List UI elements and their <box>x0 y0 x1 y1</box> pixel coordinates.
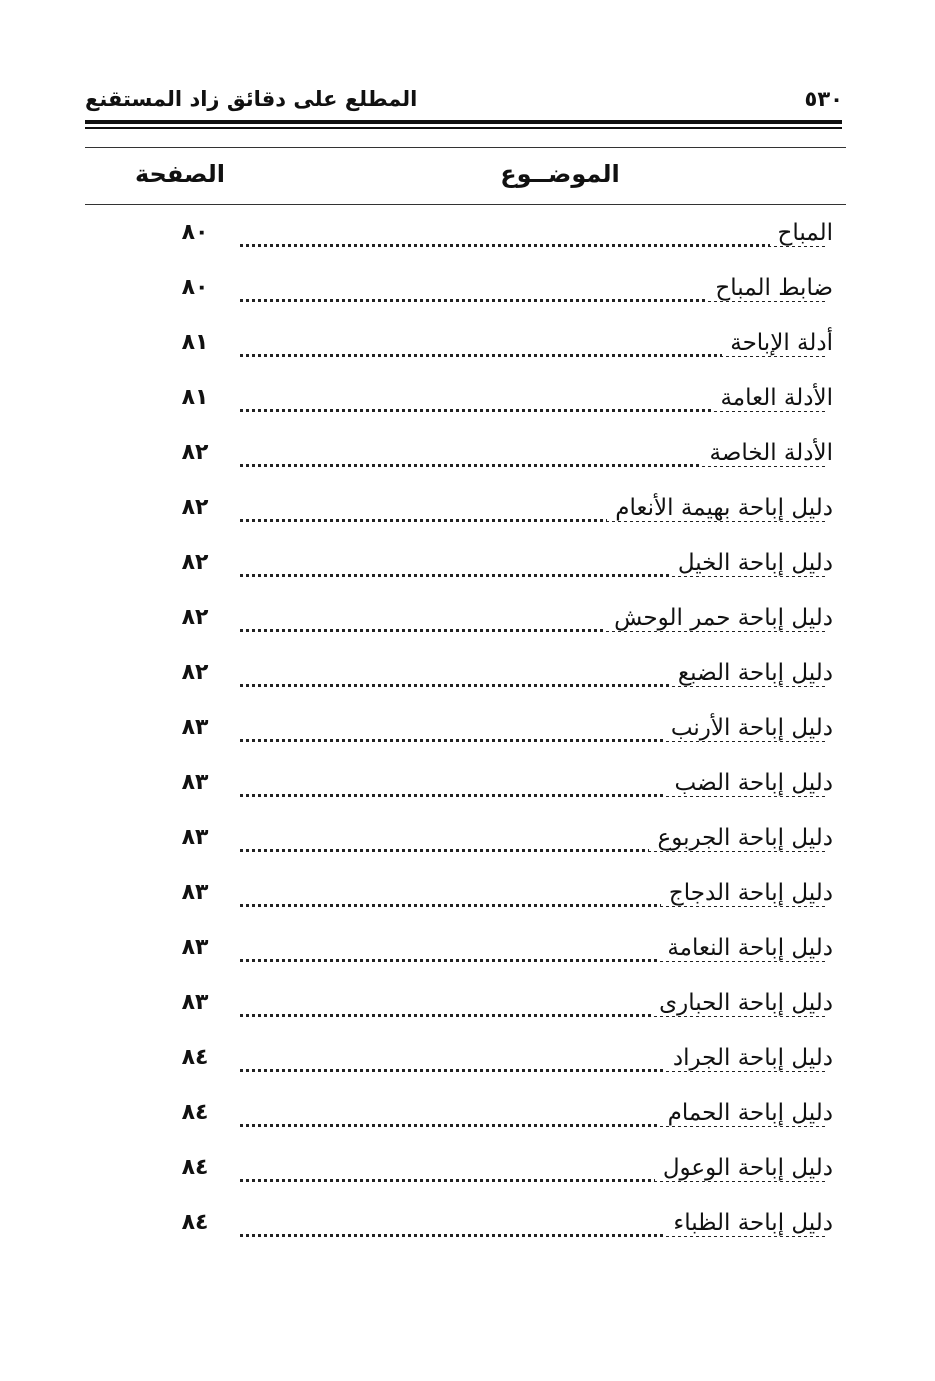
toc-entry <box>0 1200 935 1255</box>
toc-entry <box>0 815 935 870</box>
toc-entry <box>0 980 935 1035</box>
toc-entry-title: دليل إباحة الظباء <box>665 1210 833 1236</box>
toc-entry-title: دليل إباحة الجراد <box>665 1045 833 1071</box>
toc-entry-title: دليل إباحة الوعول <box>655 1155 833 1181</box>
toc-entry-page: ٨٢ <box>181 605 209 630</box>
toc-entry <box>0 1035 935 1090</box>
toc-entry <box>0 1090 935 1145</box>
toc-entry-title: دليل إباحة النعامة <box>659 935 833 961</box>
toc-entry <box>0 210 935 265</box>
toc-entry-page: ٨٣ <box>181 715 209 740</box>
toc-entry <box>0 430 935 485</box>
column-header-bottom-rule <box>85 204 846 205</box>
toc-entry <box>0 375 935 430</box>
toc-entry-page: ٨٤ <box>181 1045 209 1070</box>
book-title: المطلع على دقائق زاد المستقنع <box>85 87 418 111</box>
toc-entry-page: ٨٣ <box>181 880 209 905</box>
toc-entry <box>0 595 935 650</box>
toc-entry-title: دليل إباحة الضبع <box>670 660 833 686</box>
toc-entry-title: المباح <box>770 220 834 246</box>
toc-entry-page: ٨١ <box>181 330 209 355</box>
toc-entry <box>0 705 935 760</box>
header-rule-thin <box>85 127 842 129</box>
toc-entry <box>0 540 935 595</box>
toc-entry-page: ٨٣ <box>181 990 209 1015</box>
toc-entry <box>0 485 935 540</box>
column-header-page: الصفحة <box>134 160 225 188</box>
toc-entry-page: ٨٣ <box>181 825 209 850</box>
toc-entry-title: الأدلة العامة <box>712 385 833 411</box>
toc-entry-page: ٨٢ <box>181 660 209 685</box>
toc-entry-page: ٨٢ <box>181 550 209 575</box>
toc-entry-title: دليل إباحة الخيل <box>670 550 833 576</box>
toc-entry-page: ٨١ <box>181 385 209 410</box>
toc-entry-page: ٨٣ <box>181 770 209 795</box>
dot-leader <box>240 244 825 247</box>
toc-entry-title: دليل إباحة حمر الوحش <box>606 605 833 631</box>
toc-entry-title: دليل إباحة الحمام <box>660 1100 833 1126</box>
toc-entry-title: دليل إباحة الضب <box>666 770 833 796</box>
toc-entry-page: ٨٢ <box>181 440 209 465</box>
toc-entry-page: ٨٠ <box>181 220 209 245</box>
toc-entry-title: دليل إباحة بهيمة الأنعام <box>607 495 833 521</box>
header-rule-thick <box>85 120 842 124</box>
toc-entry-page: ٨٤ <box>181 1155 209 1180</box>
toc-entry-title: دليل إباحة الدجاج <box>661 880 833 906</box>
toc-entry-title: أدلة الإباحة <box>722 330 833 356</box>
page-number: ٥٣٠ <box>804 87 843 111</box>
toc-entry <box>0 870 935 925</box>
toc-entry-page: ٨٢ <box>181 495 209 520</box>
running-header <box>85 78 843 120</box>
toc-entry <box>0 320 935 375</box>
toc-entry-page: ٨٣ <box>181 935 209 960</box>
toc-entry-page: ٨٤ <box>181 1100 209 1125</box>
toc-entry-title: دليل إباحة الجربوع <box>649 825 833 851</box>
toc-entry-title: دليل إباحة الأرنب <box>663 715 833 741</box>
table-of-contents <box>0 210 935 1255</box>
toc-entry-page: ٨٠ <box>181 275 209 300</box>
toc-entry-title: ضابط المباح <box>707 275 833 301</box>
toc-entry <box>0 925 935 980</box>
column-header-top-rule <box>85 147 846 148</box>
toc-entry <box>0 265 935 320</box>
toc-entry-title: دليل إباحة الحبارى <box>651 990 833 1016</box>
toc-entry-title: الأدلة الخاصة <box>701 440 833 466</box>
toc-entry <box>0 650 935 705</box>
toc-entry-page: ٨٤ <box>181 1210 209 1235</box>
toc-entry <box>0 760 935 815</box>
toc-entry <box>0 1145 935 1200</box>
column-header-topic: الموضــوع <box>500 160 620 188</box>
